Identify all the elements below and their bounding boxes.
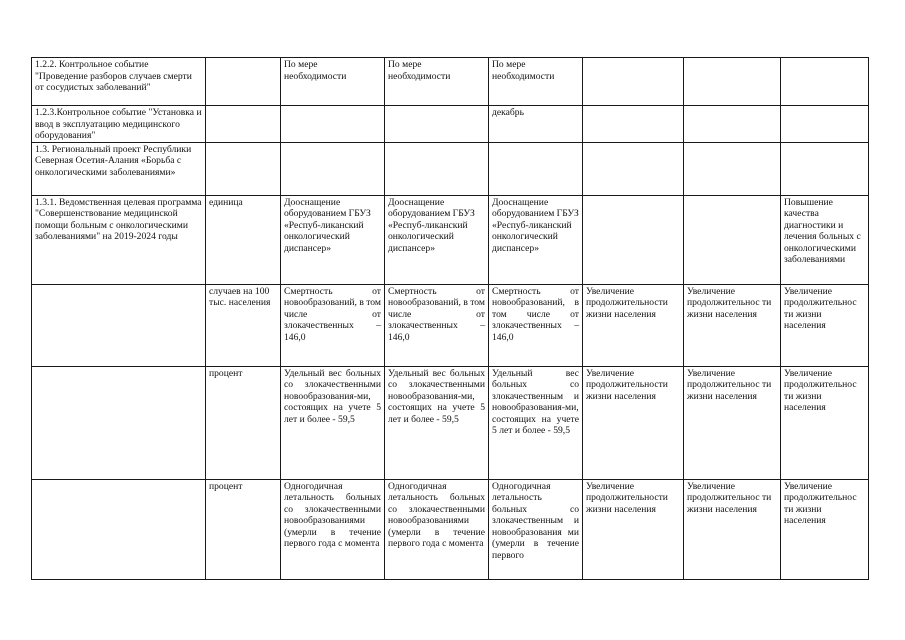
value-cell (684, 106, 781, 143)
value-cell (781, 58, 869, 106)
value-cell: Дооснащение оборудованием ГБУЗ «Респуб-ликанский онкологический диспансер» (281, 195, 385, 284)
table-row (32, 479, 869, 579)
unit-cell: единица (206, 195, 281, 284)
value-cell (281, 106, 385, 143)
unit-cell: процент (206, 366, 281, 479)
value-cell: По мере необходимости (489, 58, 583, 106)
value-cell (781, 142, 869, 195)
value-cell: Смертность от новообразований, в том числе от злокачественных – 146,0 (281, 284, 385, 366)
value-cell (684, 195, 781, 284)
unit-cell (206, 58, 281, 106)
table-row (32, 106, 869, 143)
value-cell: Увеличение продолжительности жизни населения (583, 284, 684, 366)
unit-cell (206, 142, 281, 195)
value-cell: По мере необходимости (385, 58, 489, 106)
value-cell: Смертность от новообразований, в том числе от злокачественных – 146,0 (385, 284, 489, 366)
value-cell: Одногодичная летальность больных со злокачественными новообразованиями (умерли в течение первого года с момента (281, 479, 385, 579)
table-row (32, 58, 869, 106)
value-cell (583, 195, 684, 284)
row-name-cell: 1.3.1. Ведомственная целевая программа "Совершенствование медицинской помощи больным с онкологическими заболеваниями" на 2019-2024 годы (32, 195, 206, 284)
unit-cell (206, 106, 281, 143)
value-cell: По мере необходимости (281, 58, 385, 106)
row-name-cell: 1.2.3.Контрольное событие "Установка и ввод в эксплуатацию медицинского оборудования" (32, 106, 206, 143)
value-cell: Увеличение продолжительнос ти жизни населения (781, 366, 869, 479)
program-table (31, 57, 869, 580)
value-cell (684, 142, 781, 195)
value-cell: Одногодичная летальность больных со злокачественными новообразованиями (умерли в течение первого года с момента (385, 479, 489, 579)
table-row (32, 195, 869, 284)
value-cell: Увеличение продолжительности жизни населения (583, 479, 684, 579)
value-cell: Увеличение продолжительнос ти жизни населения (684, 366, 781, 479)
value-cell: декабрь (489, 106, 583, 143)
row-name-cell: 1.3. Региональный проект Республики Северная Осетия-Алания «Борьба с онкологическими заболеваниями» (32, 142, 206, 195)
table-row (32, 142, 869, 195)
unit-cell: процент (206, 479, 281, 579)
value-cell (583, 106, 684, 143)
value-cell (781, 106, 869, 143)
value-cell: Дооснащение оборудованием ГБУЗ «Респуб-ликанский онкологический диспансер» (489, 195, 583, 284)
value-cell: Увеличение продолжительнос ти жизни населения (684, 479, 781, 579)
value-cell: Увеличение продолжительнос ти жизни населения (781, 284, 869, 366)
value-cell: Одногодичная летальность больных со злокачественным и новообразования ми (умерли в течение первого (489, 479, 583, 579)
value-cell: Удельный вес больных со злокачественными новообразования-ми, состоящих на учете 5 лет и более - 59,5 (385, 366, 489, 479)
value-cell (583, 58, 684, 106)
value-cell: Увеличение продолжительности жизни населения (583, 366, 684, 479)
row-name-cell: 1.2.2. Контрольное событие "Проведение разборов случаев смерти от сосудистых заболеваний" (32, 58, 206, 106)
value-cell (583, 142, 684, 195)
value-cell (684, 58, 781, 106)
table-row (32, 284, 869, 366)
value-cell (385, 142, 489, 195)
value-cell: Удельный вес больных со злокачественным и новообразования-ми, состоящих на учете 5 лет и более - 59,5 (489, 366, 583, 479)
value-cell (489, 142, 583, 195)
value-cell: Удельный вес больных со злокачественными новообразования-ми, состоящих на учете 5 лет и более - 59,5 (281, 366, 385, 479)
unit-cell: случаев на 100 тыс. населения (206, 284, 281, 366)
value-cell (281, 142, 385, 195)
value-cell: Увеличение продолжительнос ти жизни населения (684, 284, 781, 366)
table-row (32, 366, 869, 479)
value-cell: Смертность от новообразований, в том числе от злокачественных – 146,0 (489, 284, 583, 366)
value-cell (385, 106, 489, 143)
value-cell: Дооснащение оборудованием ГБУЗ «Респуб-ликанский онкологический диспансер» (385, 195, 489, 284)
row-name-cell (32, 479, 206, 579)
value-cell: Повышение качества диагностики и лечения больных с онкологическими заболеваниями (781, 195, 869, 284)
row-name-cell (32, 284, 206, 366)
value-cell: Увеличение продолжительнос ти жизни населения (781, 479, 869, 579)
row-name-cell (32, 366, 206, 479)
